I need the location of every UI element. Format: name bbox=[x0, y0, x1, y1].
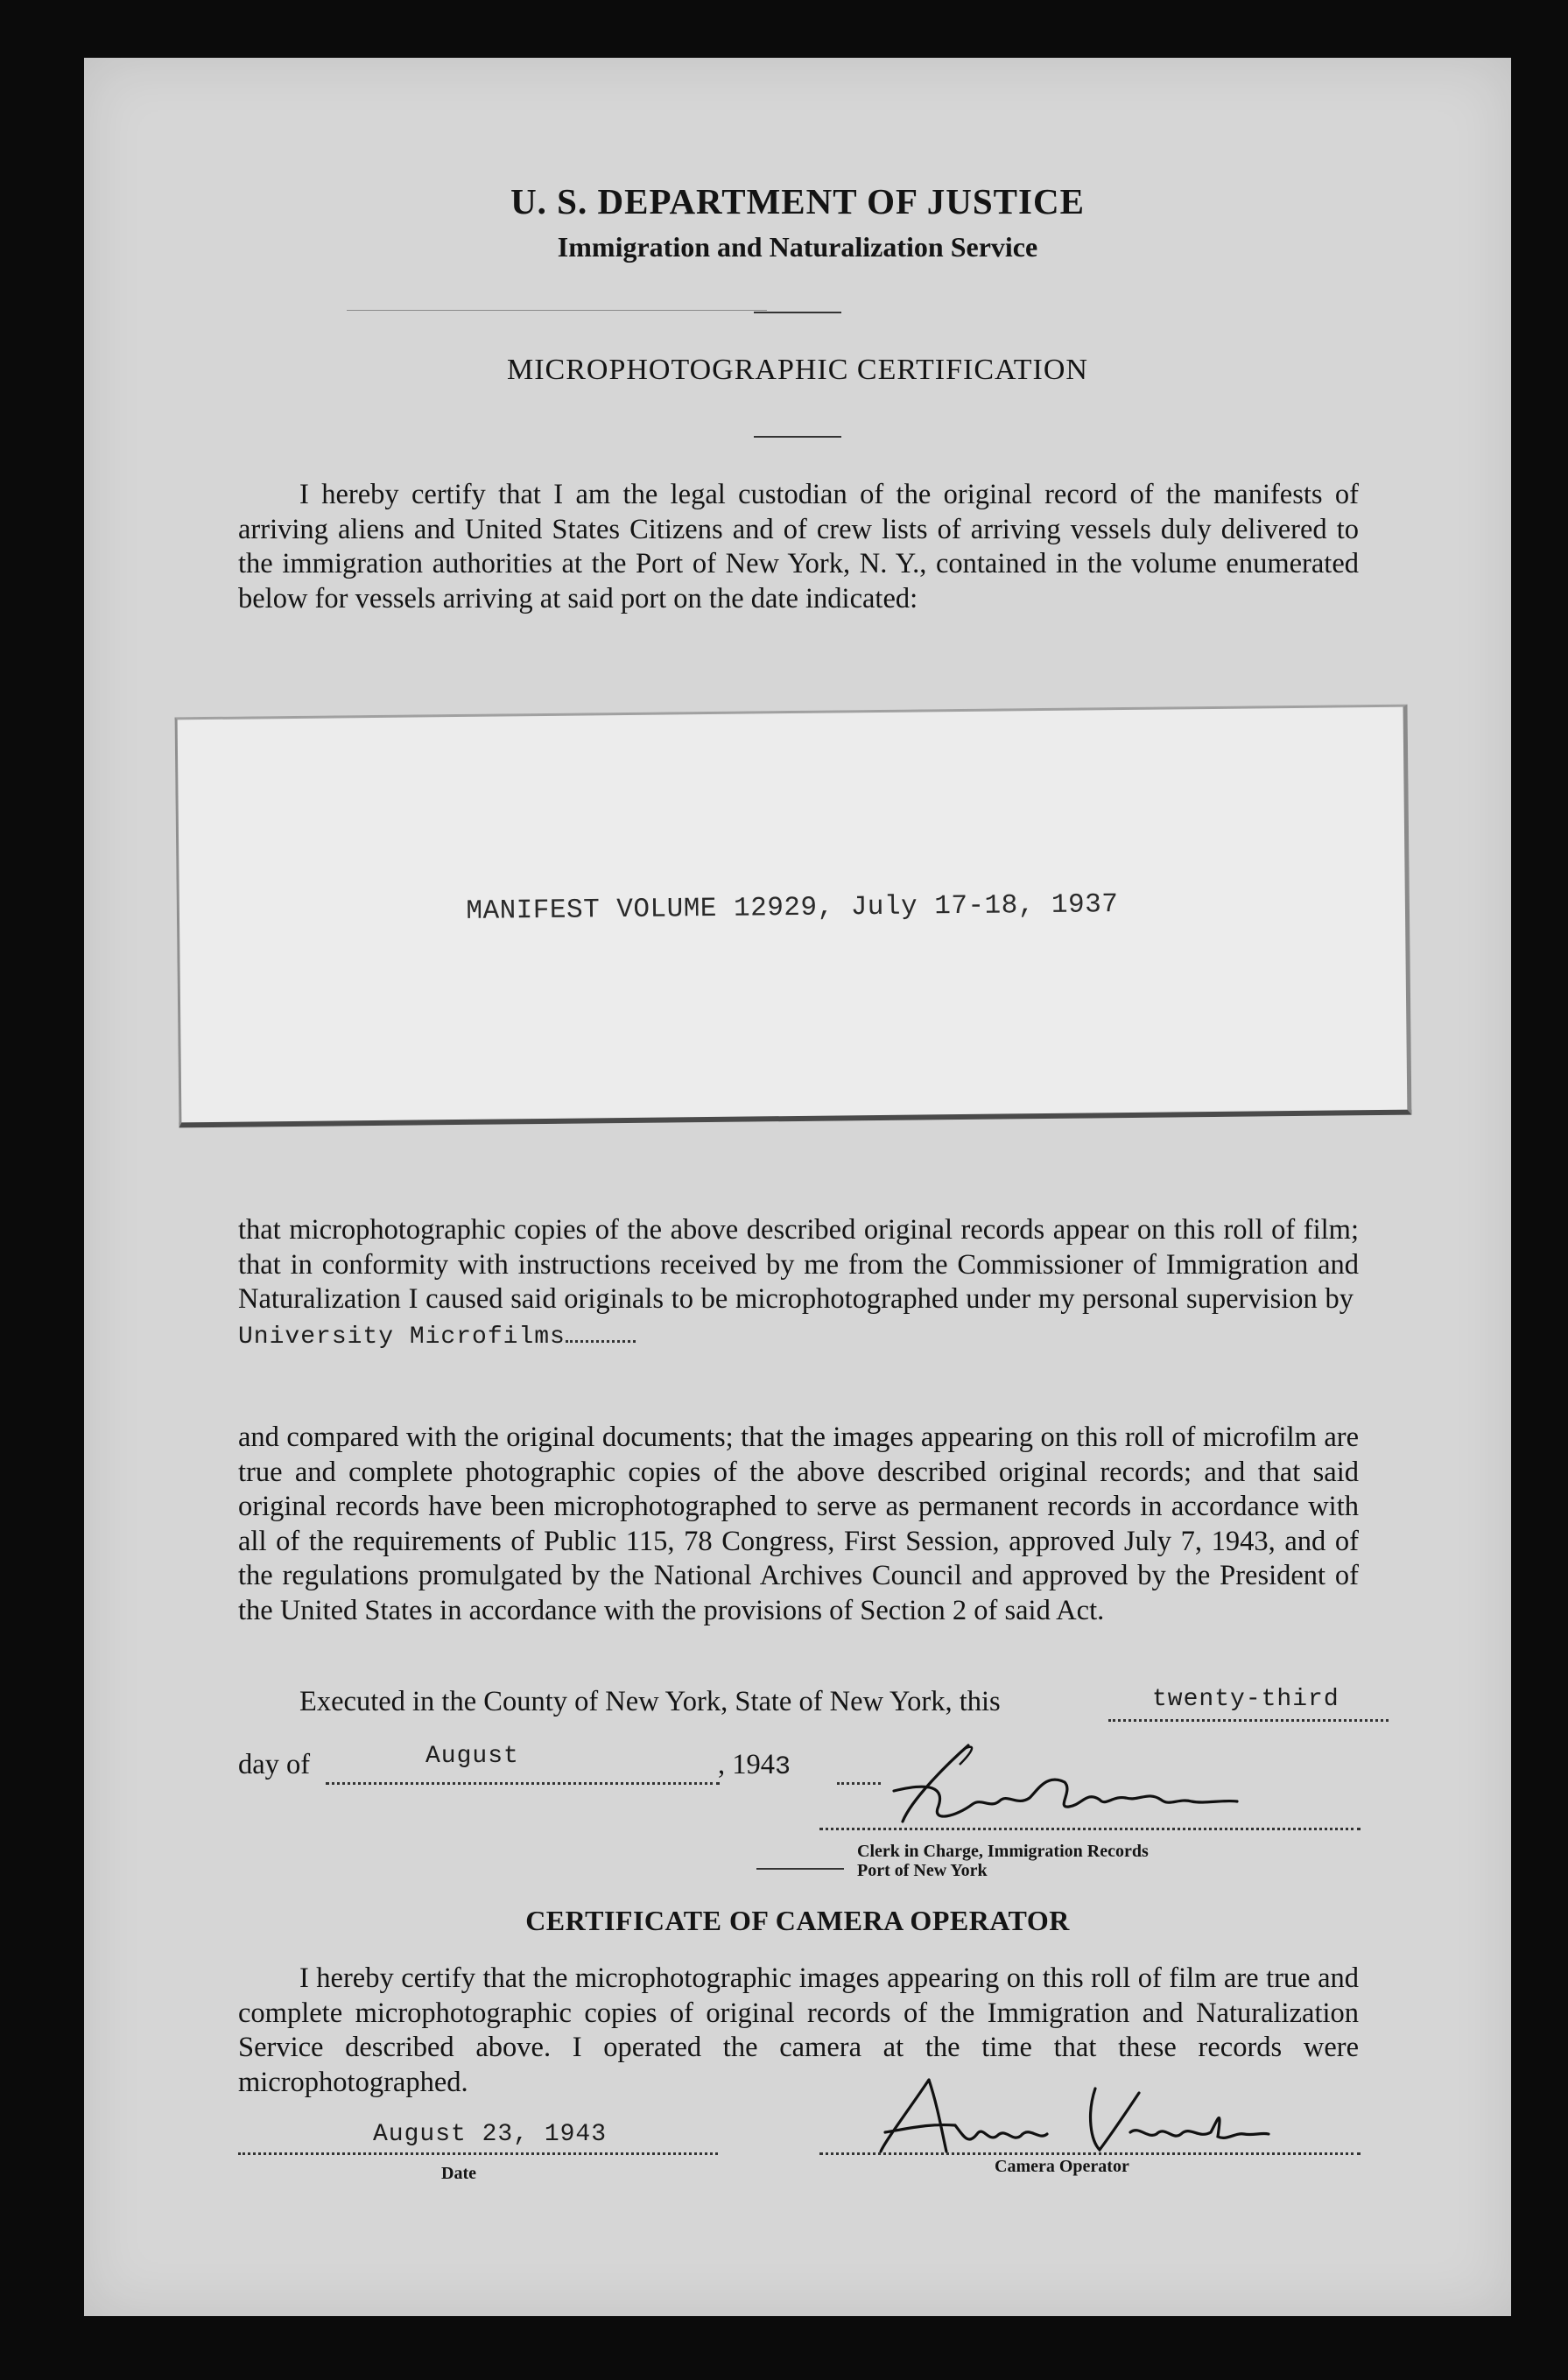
body-text-span: that microphotographic copies of the above described original records appear on this roll of film; that in conformity with instructions received by me from the Commissioner of Immigration and Naturalization I caused said originals to be microphotographed under my personal supervision by bbox=[238, 1214, 1359, 1315]
operator-signature-image bbox=[868, 2071, 1270, 2159]
day-of-label: day of bbox=[238, 1749, 311, 1780]
faint-rule bbox=[347, 310, 767, 311]
executed-dots bbox=[1108, 1719, 1389, 1722]
signer-title: Clerk in Charge, Immigration Records bbox=[857, 1842, 1149, 1861]
body-text-part2: and compared with the original documents; that the images appearing on this roll of microfilm are true and complete photographic copies of the above described original records; and that said original records have been microphotographed to serve as permanent records in accordance with all of the requirements of Public 115, 78 Congress, First Session, approved July 7, 1943, and of the regulations promulgated by the National Archives Council and approved by the President of the United States in accordance with the provisions of Section 2 of said Act. bbox=[238, 1422, 1359, 1626]
intro-paragraph bbox=[238, 478, 1359, 616]
operator-label: Camera Operator bbox=[995, 2157, 1129, 2176]
executed-day: twenty-third bbox=[1152, 1686, 1339, 1713]
manifest-volume: MANIFEST VOLUME 12929, July 17-18, 1937 bbox=[466, 889, 1119, 927]
separator-rule bbox=[756, 1868, 844, 1870]
year-dots bbox=[837, 1782, 881, 1785]
separator-rule bbox=[754, 312, 841, 313]
body-text-part1 bbox=[238, 1213, 1359, 1354]
signer-port: Port of New York bbox=[857, 1861, 988, 1880]
contractor-name: University Microfilms bbox=[238, 1323, 566, 1351]
clerk-signature-image bbox=[876, 1738, 1244, 1835]
department-heading: U. S. DEPARTMENT OF JUSTICE bbox=[510, 181, 1085, 221]
month-value: August bbox=[425, 1743, 519, 1770]
intro-text: I hereby certify that I am the legal custodian of the original record of the manifests of arriving aliens and United States Citizens and of crew lists of arriving vessels duly delivered to the immigration authorities at the Port of New York, N. Y., contained in the volume enumerated below for vessels arriving at said port on the date indicated: bbox=[238, 479, 1359, 614]
executed-line bbox=[299, 1686, 1001, 1718]
year-prefix: , 194 bbox=[718, 1749, 775, 1780]
certification-title: MICROPHOTOGRAPHIC CERTIFICATION bbox=[506, 354, 1088, 386]
separator-rule bbox=[754, 436, 841, 438]
body-paragraph-1 bbox=[238, 1213, 1359, 1354]
executed-text: Executed in the County of New York, State of New York, this bbox=[299, 1686, 1001, 1717]
year-line bbox=[718, 1749, 791, 1782]
service-subheading: Immigration and Naturalization Service bbox=[557, 231, 1038, 263]
camera-operator-text: I hereby certify that the microphotographic images appearing on this roll of film are true and complete microphotographic copies of original records of the Immigration and Naturalization Service described above. I operated the camera at the time that these records were microphotographed. bbox=[238, 1962, 1359, 2098]
month-dots bbox=[326, 1782, 720, 1785]
body-paragraph-2 bbox=[238, 1421, 1359, 1628]
date-value: August 23, 1943 bbox=[373, 2121, 608, 2148]
camera-operator-heading: CERTIFICATE OF CAMERA OPERATOR bbox=[525, 1905, 1070, 1936]
year-digit: 3 bbox=[775, 1752, 791, 1782]
date-line bbox=[238, 2152, 718, 2155]
manifest-insert-card bbox=[175, 705, 1412, 1128]
document-page bbox=[84, 58, 1511, 2316]
date-label: Date bbox=[441, 2164, 476, 2183]
